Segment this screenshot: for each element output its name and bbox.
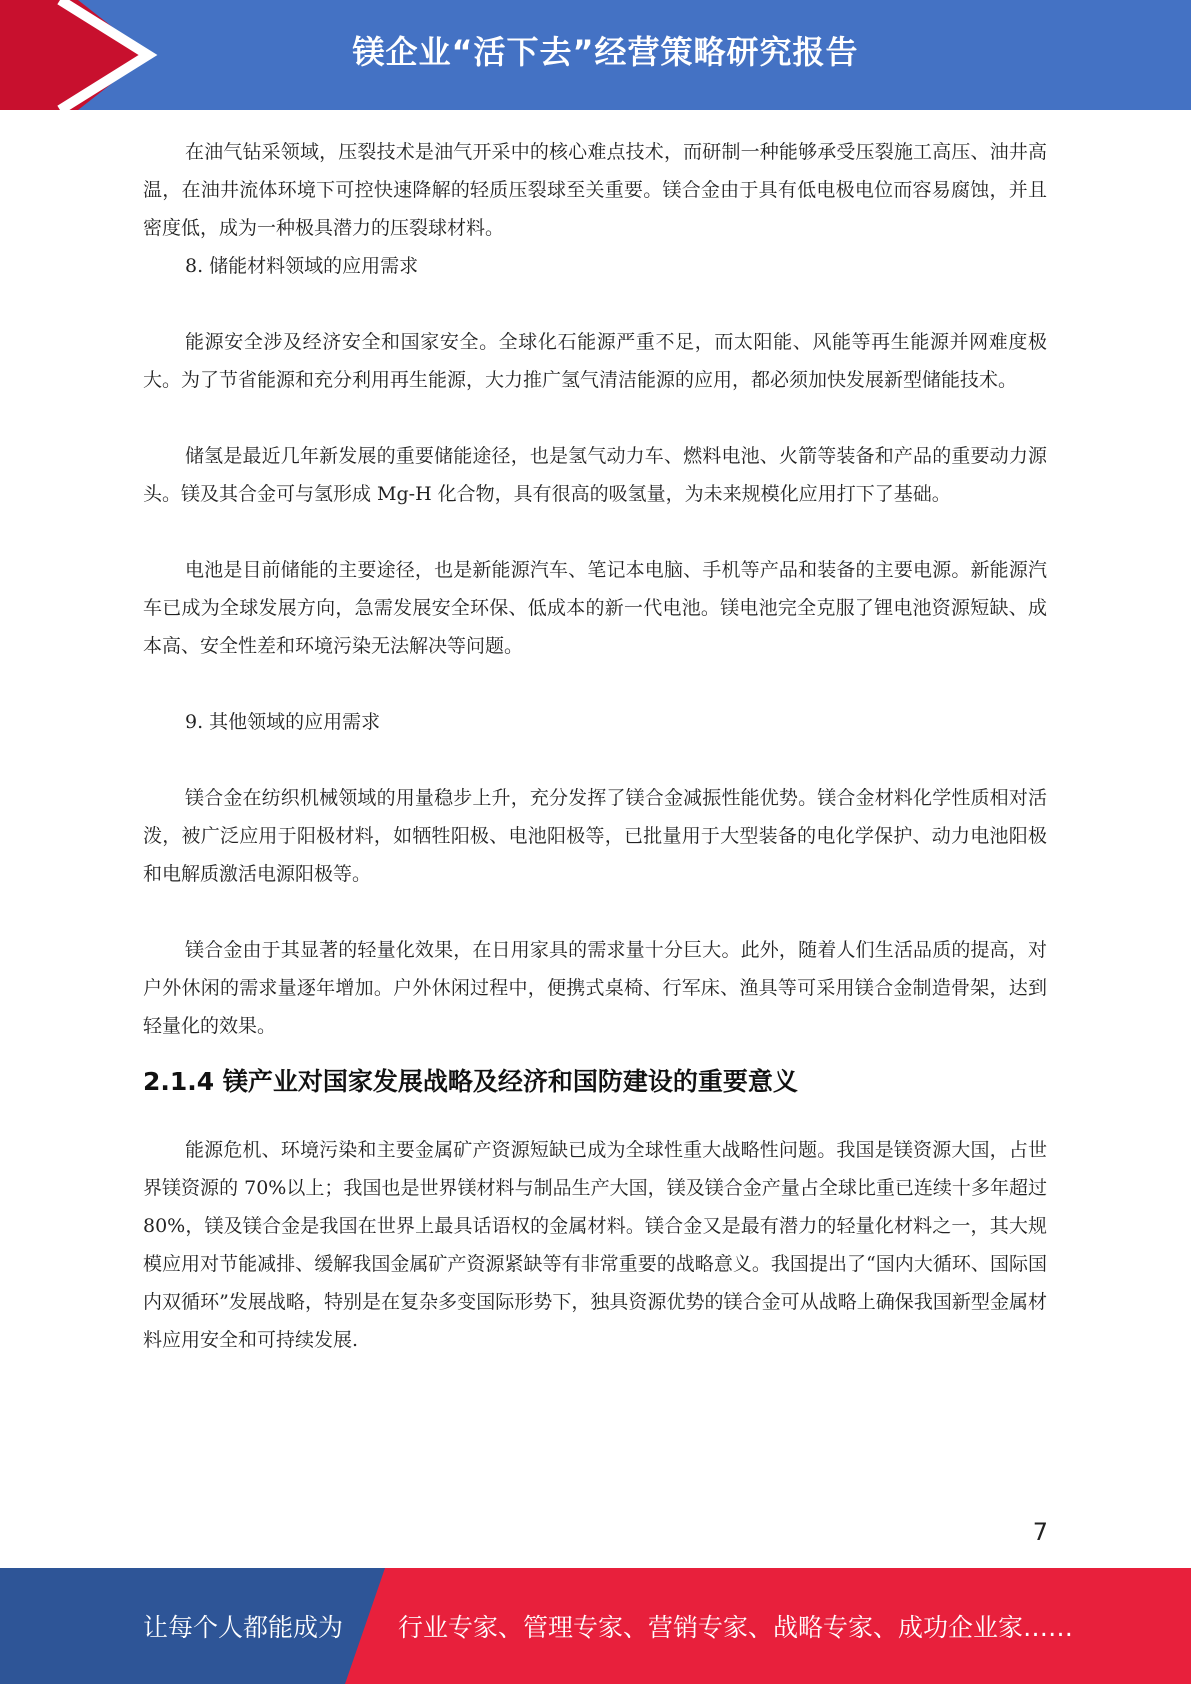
page-number: 7 xyxy=(1032,1518,1048,1546)
section-heading: 2.1.4 镁产业对国家发展战略及经济和国防建设的重要意义 xyxy=(143,1067,798,1096)
footer-slogan-right: 行业专家、管理专家、营销专家、战略专家、成功企业家…… xyxy=(398,1613,1074,1642)
paragraph-textile-anode: 镁合金在纺织机械领域的用量稳步上升，充分发挥了镁合金减振性能优势。镁合金材料化学性质相对活泼，被广泛应用于阳极材料，如牺牲阳极、电池阳极等，已批量用于大型装备的电化学保护、动力电池阳极和电解质激活电源阳极等。 xyxy=(143,787,1047,885)
paragraph-battery: 电池是目前储能的主要途径，也是新能源汽车、笔记本电脑、手机等产品和装备的主要电源。新能源汽车已成为全球发展方向，急需发展安全环保、低成本的新一代电池。镁电池完全克服了锂电池资源短缺、成本高、安全性差和环境污染无法解决等问题。 xyxy=(143,559,1047,657)
paragraph-furniture: 镁合金由于其显著的轻量化效果，在日用家具的需求量十分巨大。此外，随着人们生活品质的提高，对户外休闲的需求量逐年增加。户外休闲过程中，便携式桌椅、行军床、渔具等可采用镁合金制造骨架，达到轻量化的效果。 xyxy=(143,939,1047,1037)
paragraph-hydrogen-storage: 储氢是最近几年新发展的重要储能途径，也是氢气动力车、燃料电池、火箭等装备和产品的重要动力源头。镁及其合金可与氢形成 Mg-H 化合物，具有很高的吸氢量，为未来规模化应用打下了基础。 xyxy=(143,445,1047,505)
paragraph-energy-security: 能源安全涉及经济安全和国家安全。全球化石能源严重不足，而太阳能、风能等再生能源并网难度极大。为了节省能源和充分利用再生能源，大力推广氢气清洁能源的应用，都必须加快发展新型储能技术。 xyxy=(143,331,1047,391)
page-footer xyxy=(0,1568,1191,1684)
footer-slogan-left: 让每个人都能成为 xyxy=(143,1613,344,1642)
page-header-band xyxy=(0,0,1191,110)
page-header-title: 镁企业“活下去”经营策略研究报告 xyxy=(352,33,859,71)
paragraph-strategic-significance: 能源危机、环境污染和主要金属矿产资源短缺已成为全球性重大战略性问题。我国是镁资源大国，占世界镁资源的 70%以上；我国也是世界镁材料与制品生产大国，镁及镁合金产量占全球比重已连续十多年超过 80%，镁及镁合金是我国在世界上最具话语权的金属材料。镁合金又是最有潜力的轻量化材料之一，其大规模应用对节能减排、缓解我国金属矿产资源紧缺等有非常重要的战略意义。我国提出了“国内大循环、国际国内双循环”发展战略，特别是在复杂多变国际形势下，独具资源优势的镁合金可从战略上确保我国新型金属材料应用安全和可持续发展. xyxy=(143,1139,1047,1351)
paragraph-fracturing-ball: 在油气钻采领域，压裂技术是油气开采中的核心难点技术，而研制一种能够承受压裂施工高压、油井高温，在油井流体环境下可控快速降解的轻质压裂球至关重要。镁合金由于具有低电极电位而容易腐蚀，并且密度低，成为一种极具潜力的压裂球材料。 xyxy=(143,141,1047,239)
item-heading-other-fields: 9. 其他领域的应用需求 xyxy=(185,711,381,733)
report-body xyxy=(143,133,1047,1359)
item-heading-energy-storage: 8. 储能材料领域的应用需求 xyxy=(185,255,419,277)
